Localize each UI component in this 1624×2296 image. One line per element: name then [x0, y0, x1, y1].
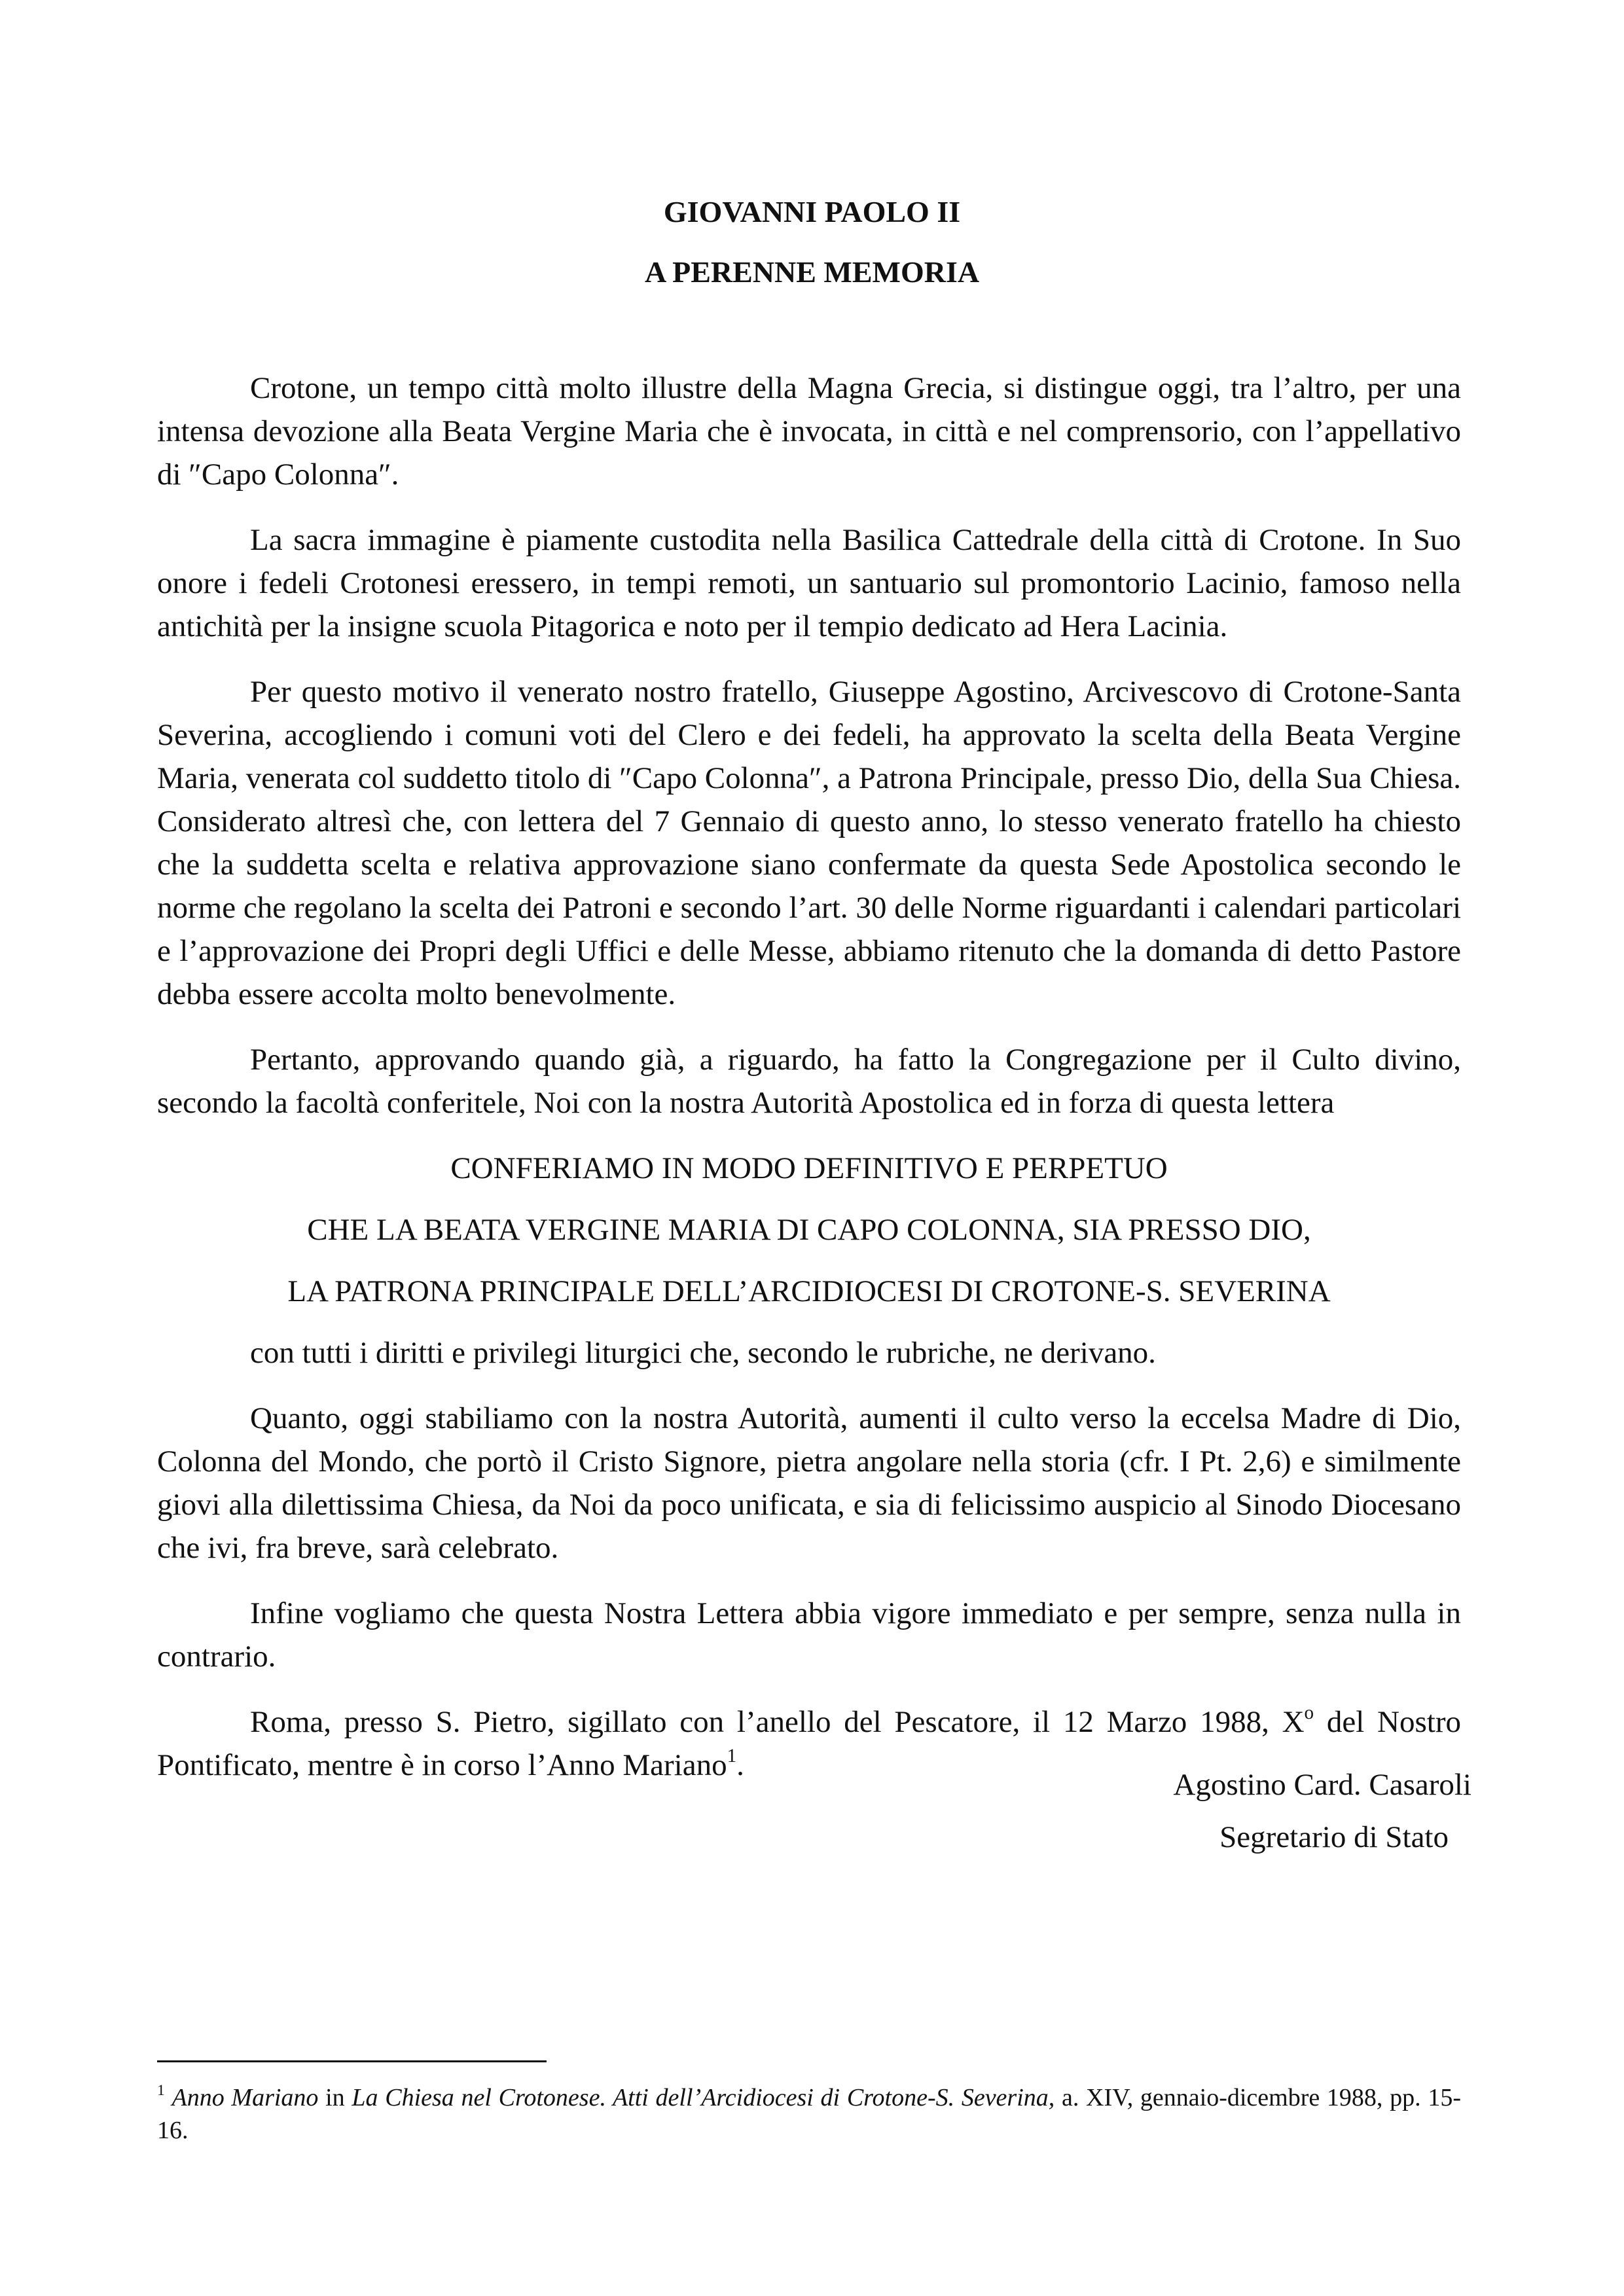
document-body [157, 367, 1461, 1809]
paragraph-vigore: Infine vogliamo che questa Nostra Lettera abbia vigore immediato e per sempre, senza nulla in contrario. [157, 1596, 1461, 1674]
paragraph-intro: Crotone, un tempo città molto illustre della Magna Grecia, si distingue oggi, tra l’altro, per una intensa devozione alla Beata Vergine Maria che è invocata, in città e nel comprensorio, con l’appellativo di ″Capo Colonna″. [157, 371, 1461, 492]
footnote-divider [157, 2060, 547, 2062]
footnote-reference[interactable]: 1 [727, 1746, 737, 1767]
signature-name: Agostino Card. Casaroli [1173, 1768, 1471, 1802]
paragraph-rights: con tutti i diritti e privilegi liturgici che, secondo le rubriche, ne derivano. [250, 1336, 1156, 1370]
footnote-italic-source: La Chiesa nel Crotonese. Atti dell’Arcidiocesi di Crotone-S. Severina, [352, 2084, 1055, 2111]
footnote-italic-title: Anno Mariano [171, 2084, 319, 2111]
dating-text-end: . [736, 1748, 744, 1782]
dating-ordinal: o [1304, 1702, 1314, 1724]
paragraph-wish: Quanto, oggi stabiliamo con la nostra Autorità, aumenti il culto verso la eccelsa Madre di Dio, Colonna del Mondo, che portò il Cristo Signore, pietra angolare nella storia (cfr. I Pt. 2,6) e similmente giovi alla dilettissima Chiesa, da Noi da poco unificata, e sia di felicissimo auspicio al Sinodo Diocesano che ivi, fra breve, sarà celebrato. [157, 1401, 1461, 1565]
decree-line-2: CHE LA BEATA VERGINE MARIA DI CAPO COLONNA, SIA PRESSO DIO, [307, 1213, 1311, 1247]
dating-text: Roma, presso S. Pietro, sigillato con l’anello del Pescatore, il 12 Marzo 1988, X [250, 1705, 1305, 1739]
document-title: GIOVANNI PAOLO II [663, 195, 961, 228]
paragraph-motive: Per questo motivo il venerato nostro fratello, Giuseppe Agostino, Arcivescovo di Crotone-Santa Severina, accogliendo i comuni voti del Clero e dei fedeli, ha approvato la scelta della Beata Vergine Maria, venerata col suddetto titolo di ″Capo Colonna″, a Patrona Principale, presso Dio, della Sua Chiesa. Considerato altresì che, con lettera del 7 Gennaio di questo anno, lo stesso venerato fratello ha chiesto che la suddetta scelta e relativa approvazione siano confermate da questa Sede Apostolica secondo le norme che regolano la scelta dei Patroni e secondo l’art. 30 delle Norme riguardanti i calendari particolari e l’approvazione dei Propri degli Uffici e delle Messe, abbiamo ritenuto che la domanda di detto Pastore debba essere accolta molto benevolmente. [157, 675, 1461, 1011]
document-subtitle: A PERENNE MEMORIA [644, 255, 980, 289]
decree-line-3: LA PATRONA PRINCIPALE DELL’ARCIDIOCESI DI CROTONE-S. SEVERINA [287, 1274, 1331, 1308]
paragraph-image: La sacra immagine è piamente custodita nella Basilica Cattedrale della città di Crotone. In Suo onore i fedeli Crotonesi eressero, in tempi remoti, un santuario sul promontorio Lacinio, famoso nella antichità per la insigne scuola Pitagorica e noto per il tempio dedicato ad Hera Lacinia. [157, 523, 1461, 643]
paragraph-approval: Pertanto, approvando quando già, a riguardo, ha fatto la Congregazione per il Culto divino, secondo la facoltà conferitele, Noi con la nostra Autorità Apostolica ed in forza di questa lettera [157, 1043, 1461, 1120]
dating-text-rest: del Nostro Pontificato, mentre è in corso l’Anno Mariano [157, 1705, 1461, 1782]
signature-title: Segretario di Stato [1219, 1820, 1449, 1854]
footnote-number: 1 [157, 2082, 165, 2099]
footnote [157, 2081, 1461, 2147]
decree-line-1: CONFERIAMO IN MODO DEFINITIVO E PERPETUO [450, 1151, 1168, 1185]
footnote-text: in [318, 2084, 352, 2111]
footnote-text-rest: a. XIV, gennaio-dicembre 1988, pp. 15-16. [157, 2084, 1461, 2144]
